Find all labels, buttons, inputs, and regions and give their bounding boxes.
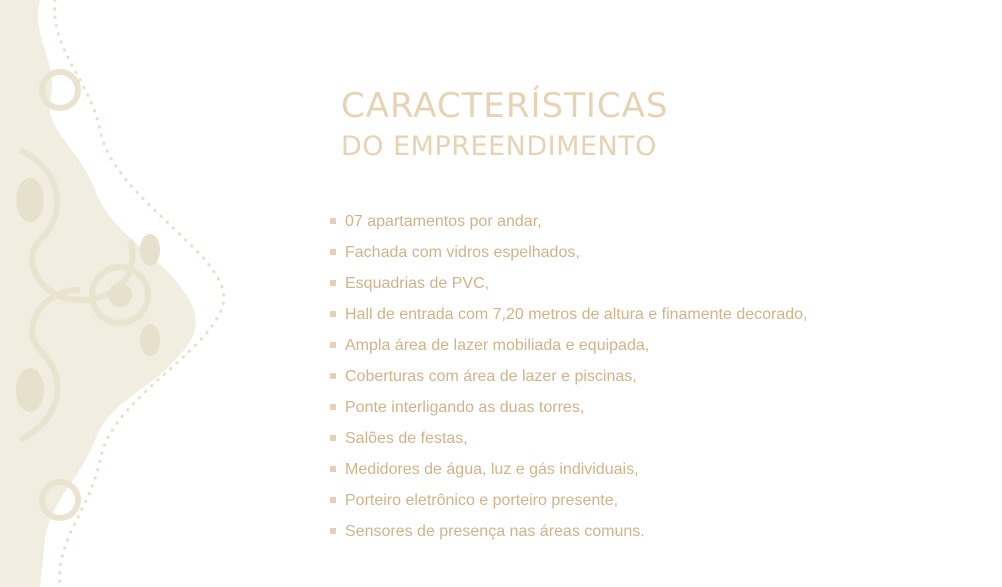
- list-item: [330, 454, 808, 485]
- list-item: [330, 330, 808, 361]
- square-bullet-icon: [330, 342, 336, 348]
- list-item-text: Porteiro eletrônico e porteiro presente,: [345, 492, 619, 509]
- list-item-text: Hall de entrada com 7,20 metros de altura e finamente decorado,: [345, 306, 808, 323]
- list-item-text: Esquadrias de PVC,: [345, 275, 490, 292]
- square-bullet-icon: [330, 435, 336, 441]
- title-line-caracteristicas: CARACTERÍSTICAS: [341, 86, 669, 126]
- list-item-text: Fachada com vidros espelhados,: [345, 244, 580, 261]
- list-item-text: Coberturas com área de lazer e piscinas,: [345, 368, 637, 385]
- list-item: [330, 361, 808, 392]
- list-item-text: 07 apartamentos por andar,: [345, 213, 542, 230]
- square-bullet-icon: [330, 404, 336, 410]
- square-bullet-icon: [330, 249, 336, 255]
- list-item-text: Salões de festas,: [345, 430, 468, 447]
- list-item-text: Ampla área de lazer mobiliada e equipada,: [345, 337, 650, 354]
- square-bullet-icon: [330, 497, 336, 503]
- list-item: [330, 206, 808, 237]
- square-bullet-icon: [330, 311, 336, 317]
- section-title: [341, 86, 669, 164]
- list-item-text: Ponte interligando as duas torres,: [345, 399, 585, 416]
- square-bullet-icon: [330, 280, 336, 286]
- square-bullet-icon: [330, 218, 336, 224]
- damask-ornament-icon: [0, 0, 240, 587]
- list-item-text: Sensores de presença nas áreas comuns.: [345, 523, 645, 540]
- list-item: [330, 423, 808, 454]
- list-item: [330, 392, 808, 423]
- square-bullet-icon: [330, 466, 336, 472]
- list-item-text: Medidores de água, luz e gás individuais,: [345, 461, 639, 478]
- list-item: [330, 516, 808, 547]
- list-item: [330, 299, 808, 330]
- title-line-empreendimento: DO EMPREENDIMENTO: [341, 131, 657, 162]
- features-list: [330, 206, 808, 547]
- list-item: [330, 268, 808, 299]
- square-bullet-icon: [330, 528, 336, 534]
- list-item: [330, 485, 808, 516]
- list-item: [330, 237, 808, 268]
- square-bullet-icon: [330, 373, 336, 379]
